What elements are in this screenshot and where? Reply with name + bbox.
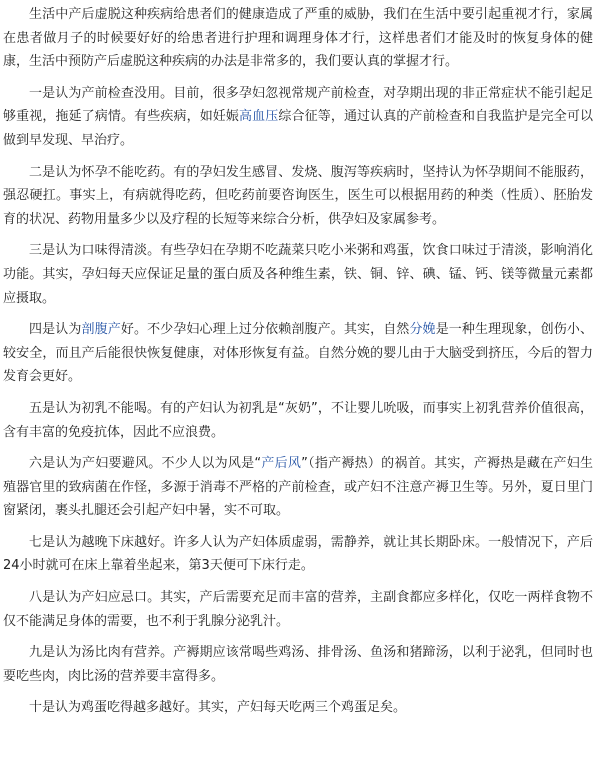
keyword-link-delivery[interactable]: 分娩 xyxy=(409,322,436,338)
paragraph-1-prenatal-check xyxy=(3,82,593,153)
paragraph-6-text-a: 六是认为产妇要避风。不少人以为风是“ xyxy=(29,456,262,472)
paragraph-5-colostrum: 五是认为初乳不能喝。有的产妇认为初乳是“灰奶”，不让婴儿吮吸，而事实上初乳营养价值很高，含有丰富的免疫抗体，因此不应浪费。 xyxy=(3,400,593,440)
paragraph-7-bed-rest: 七是认为越晚下床越好。许多人认为产妇体质虚弱，需静养，就让其长期卧床。一般情况下，产后24小时就可在床上靠着坐起来，第3天便可下床行走。 xyxy=(3,534,593,574)
paragraph-4-text-a: 四是认为 xyxy=(29,322,82,338)
keyword-link-hypertension[interactable]: 高血压 xyxy=(239,109,279,125)
paragraph-10-eggs: 十是认为鸡蛋吃得越多越好。其实，产妇每天吃两三个鸡蛋足矣。 xyxy=(29,700,407,716)
paragraph-6-wind xyxy=(3,452,593,523)
paragraph-1-text-b: 综合征等，通过认真的产前检查和自我监护是完全可以做到早发现、早治疗。 xyxy=(3,109,593,148)
article-body xyxy=(3,3,593,728)
intro-paragraph: 生活中产后虚脱这种疾病给患者们的健康造成了严重的威胁，我们在生活中要引起重视才行，家属在患者做月子的时候要好好的给患者进行护理和调理身体才行，这样患者们才能及时的恢复身体的健康，生活中预防产后虚脱这种疾病的办法是非常多的，我们要认真的掌握才行。 xyxy=(3,7,593,70)
paragraph-6-text-b: ”（指产褥热）的祸首。其实，产褥热是藏在产妇生殖器官里的致病菌在作怪，多源于消毒不严格的产前检查，或产妇不注意产褥卫生等。另外，夏日里门窗紧闭，裹头扎腿还会引起产妇中暑，实不可取。 xyxy=(3,456,593,519)
paragraph-4-text-c: 是一种生理现象，创伤小、较安全，而且产后能很快恢复健康，对体形恢复有益。自然分娩的婴儿由于大脑受到挤压，今后的智力发育会更好。 xyxy=(3,322,593,385)
keyword-link-cesarean[interactable]: 剖腹产 xyxy=(81,322,121,338)
paragraph-3-diet: 三是认为口味得清淡。有些孕妇在孕期不吃蔬菜只吃小米粥和鸡蛋，饮食口味过于清淡，影响消化功能。其实，孕妇每天应保证足量的蛋白质及各种维生素，铁、铜、锌、碘、锰、钙、镁等微量元素都应摄取。 xyxy=(3,243,593,306)
paragraph-4-cesarean xyxy=(3,318,593,389)
paragraph-1-text-a: 一是认为产前检查没用。目前，很多孕妇忽视常规产前检查，对孕期出现的非正常症状不能引起足够重视，拖延了病情。有些疾病，如妊娠 xyxy=(3,85,593,125)
paragraph-8-food-taboo: 八是认为产妇应忌口。其实，产后需要充足而丰富的营养，主副食都应多样化，仅吃一两样食物不仅不能满足身体的需要，也不利于乳腺分泌乳汁。 xyxy=(3,590,593,629)
paragraph-4-text-b: 好。不少孕妇心理上过分依赖剖腹产。其实，自然 xyxy=(120,322,410,338)
paragraph-9-soup: 九是认为汤比肉有营养。产褥期应该常喝些鸡汤、排骨汤、鱼汤和猪蹄汤，以利于泌乳，但同时也要吃些肉，肉比汤的营养要丰富得多。 xyxy=(3,645,593,684)
keyword-link-postpartum-wind[interactable]: 产后风 xyxy=(261,456,302,472)
paragraph-2-medicine: 二是认为怀孕不能吃药。有的孕妇发生感冒、发烧、腹泻等疾病时，坚持认为怀孕期间不能服药，强忍硬扛。事实上，有病就得吃药，但吃药前要咨询医生，医生可以根据用药的种类（性质）、胚胎发育的状况、药物用量多少以及疗程的长短等来综合分析，供孕妇及家属参考。 xyxy=(3,164,593,227)
